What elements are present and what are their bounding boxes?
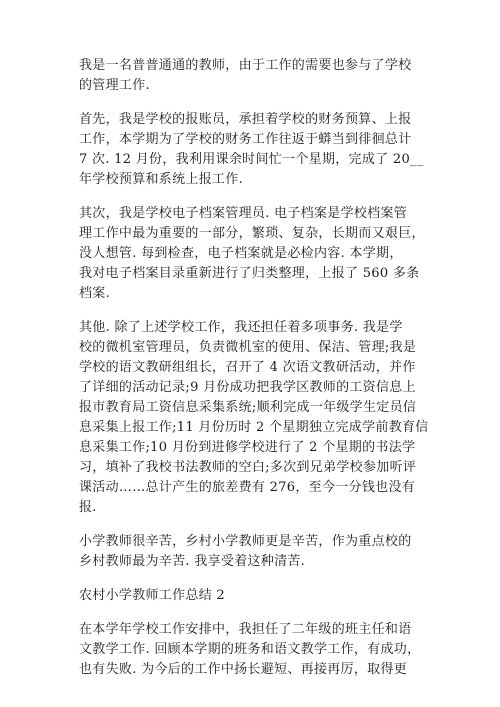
text-line: 小学教师很辛苦，乡村小学教师更是辛苦，作为重点校的 [79, 534, 412, 549]
text-line: 也有失败. 为今后的工作中扬长避短、再接再厉，取得更 [79, 662, 408, 677]
text-line: 习，填补了我校书法教师的空白;多次到兄弟学校参加听评 [79, 460, 417, 475]
paragraph-other-duties [79, 318, 429, 518]
text-line: 课活动……总计产生的旅差费有 276，至今一分钱也没有 [79, 480, 416, 495]
text-line: 在本学年学校工作安排中，我担任了二年级的班主任和语 [79, 622, 412, 637]
text-line: 学校的语文教研组组长，召开了 4 次语文教研活动，并作 [79, 360, 416, 375]
text-line: 息采集工作;10 月份到进修学校进行了 2 个星期的书法学 [79, 440, 416, 455]
text-line: 乡村教师最为辛苦. 我享受着这种清苦. [79, 554, 306, 569]
document-page [79, 56, 429, 694]
text-line: 没人想管. 每到检查，电子档案就是必检内容. 本学期， [79, 246, 403, 261]
text-line: 其次，我是学校电子档案管理员. 电子档案是学校档案管 [79, 206, 408, 221]
text-line: 息采集上报工作;11 月份历时 2 个星期独立完成学前教育信 [79, 420, 429, 435]
section-heading [79, 586, 429, 606]
text-line: 报市教育局工资信息采集系统;顺利完成一年级学生定员信 [79, 400, 417, 415]
paragraph-closing [79, 620, 429, 680]
text-line: 首先，我是学校的报账员，承担着学校的财务预算、上报 [79, 112, 412, 127]
text-line: 报. [79, 500, 97, 515]
heading-text: 农村小学教师工作总结 2 [79, 588, 226, 603]
text-line: 其他. 除了上述学校工作，我还担任着多项事务. 我是学 [79, 320, 403, 335]
text-line: 工作，本学期为了学校的财务工作往返于蟒当到徘徊总计 [79, 132, 412, 147]
paragraph-hardship [79, 532, 429, 572]
text-line: 档案. [79, 286, 111, 301]
paragraph-intro [79, 56, 429, 96]
paragraph-archive [79, 204, 429, 304]
text-line: 年学校预算和系统上报工作. [79, 172, 244, 187]
text-line: 的管理工作. [79, 78, 150, 93]
text-line: 7 次. 12 月份，我利用课余时间忙一个星期，完成了 20__ [79, 152, 424, 167]
text-line: 我对电子档案目录重新进行了归类整理，上报了 560 多条 [79, 266, 420, 281]
text-line: 文教学工作. 回顾本学期的班务和语文教学工作，有成功， [79, 642, 421, 657]
text-line: 理工作中最为重要的一部分，繁琐、复杂，长期而又艰巨， [79, 226, 425, 241]
text-line: 校的微机室管理员，负责微机室的使用、保洁、管理;我是 [79, 340, 417, 355]
paragraph-accountant [79, 110, 429, 190]
text-line: 了详细的活动记录;9 月份成功把我学区教师的工资信息上 [79, 380, 416, 395]
text-line: 我是一名普普通通的教师，由于工作的需要也参与了学校 [79, 58, 412, 73]
